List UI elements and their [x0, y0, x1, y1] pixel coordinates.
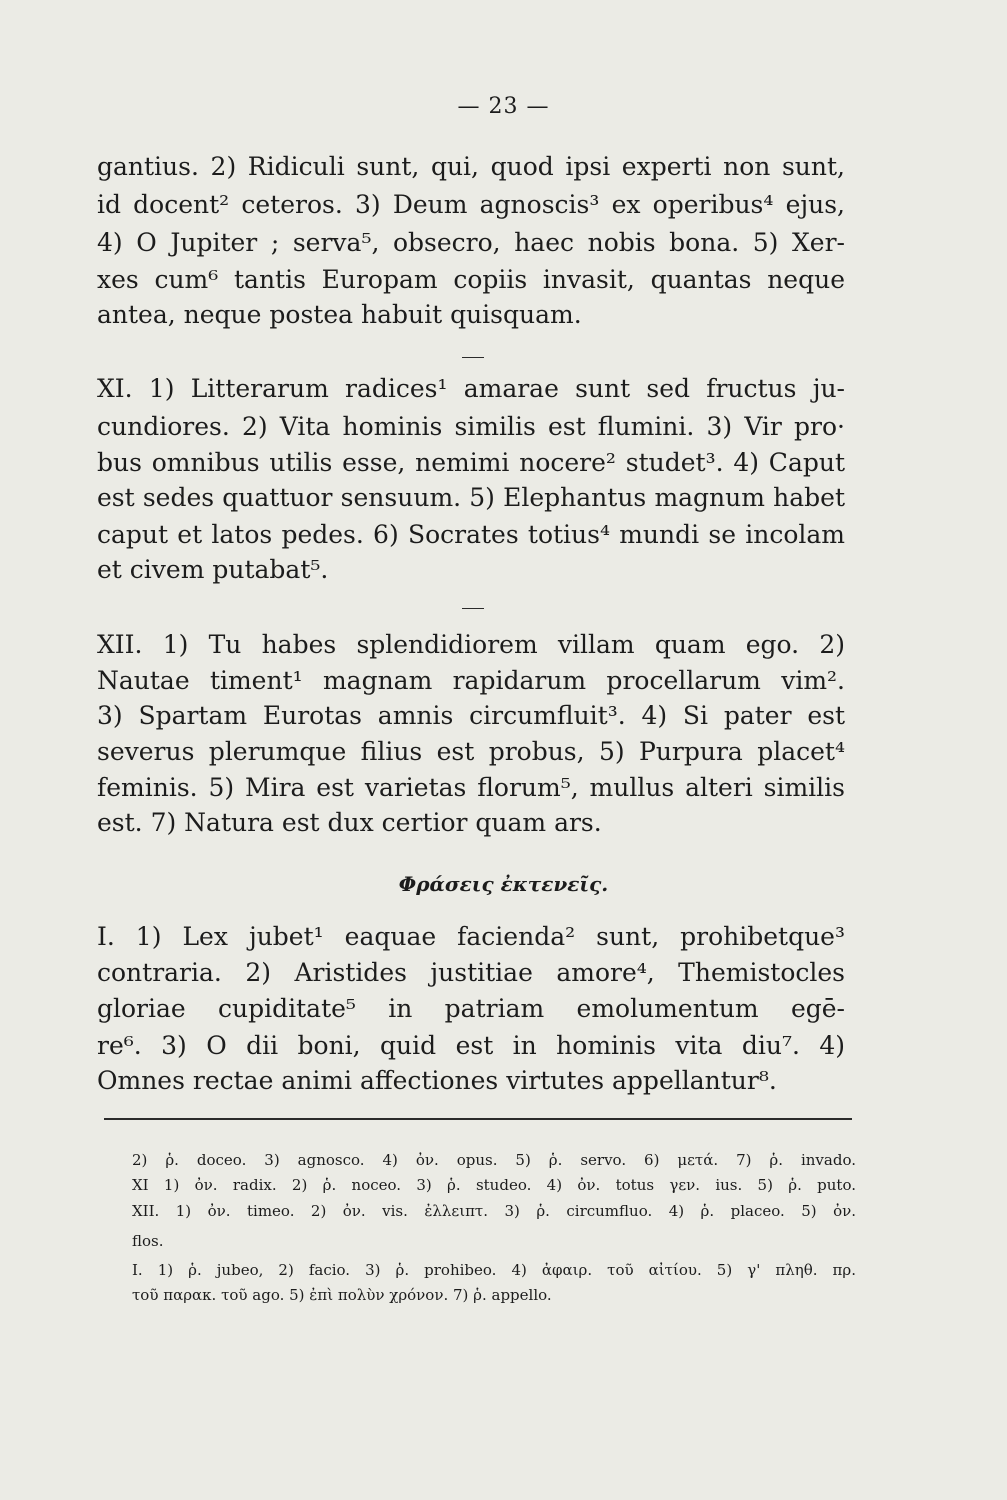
text-line: et civem putabat⁵. [97, 555, 329, 584]
footnote-line: flos. [132, 1232, 164, 1250]
page-number: — 23 — [457, 94, 550, 119]
text-line: contraria. 2) Aristides justitiae amore⁴, Themistocles [97, 958, 845, 987]
text-line: xes cum⁶ tantis Europam copiis invasit, quantas neque [97, 265, 845, 294]
text-line: est. 7) Natura est dux certior quam ars. [97, 808, 602, 837]
section-heading: Φράσεις ἐκτενεῖς. [398, 872, 609, 896]
text-line: re⁶. 3) O dii boni, quid est in hominis vita diu⁷. 4) [97, 1031, 845, 1060]
text-line: 3) Spartam Eurotas amnis circumfluit³. 4) Si pater est [97, 701, 845, 730]
text-line: id docent² ceteros. 3) Deum agnoscis³ ex operibus⁴ ejus, [97, 190, 845, 219]
footnote-line: I. 1) ῥ. jubeo, 2) facio. 3) ῥ. prohibeo. 4) ἀφαιρ. τοῦ αἰτίου. 5) γ' πληθ. πρ. [132, 1261, 856, 1279]
section-separator [462, 608, 484, 609]
text-line: severus plerumque filius est probus, 5) Purpura placet⁴ [97, 737, 845, 766]
footnote-rule [104, 1118, 852, 1120]
text-line: XII. 1) Tu habes splendidiorem villam quam ego. 2) [97, 630, 845, 659]
text-line: Nautae timent¹ magnam rapidarum procellarum vim². [97, 666, 845, 695]
text-line: XI. 1) Litterarum radices¹ amarae sunt sed fructus ju- [97, 374, 845, 403]
text-line: I. 1) Lex jubet¹ eaquae facienda² sunt, prohibetque³ [97, 922, 845, 951]
section-separator [462, 357, 484, 358]
text-line: Omnes rectae animi affectiones virtutes appellantur⁸. [97, 1066, 777, 1095]
text-line: antea, neque postea habuit quisquam. [97, 300, 582, 329]
text-line: caput et latos pedes. 6) Socrates totius⁴ mundi se incolam [97, 520, 845, 549]
text-line: bus omnibus utilis esse, nemimi nocere² studet³. 4) Caput [97, 448, 845, 477]
text-line: 4) O Jupiter ; serva⁵, obsecro, haec nobis bona. 5) Xer- [97, 228, 845, 257]
text-line: est sedes quattuor sensuum. 5) Elephantus magnum habet [97, 483, 845, 512]
footnote-line: τοῦ παρακ. τοῦ ago. 5) ἐπὶ πολὺν χρόνον. 7) ῥ. appello. [132, 1286, 552, 1304]
footnote-line: XI 1) ὀν. radix. 2) ῥ. noceo. 3) ῥ. studeo. 4) ὀν. totus γεν. ius. 5) ῥ. puto. [132, 1176, 856, 1194]
text-line: cundiores. 2) Vita hominis similis est flumini. 3) Vir pro· [97, 412, 845, 441]
text-line: gloriae cupiditate⁵ in patriam emolumentum egē- [97, 994, 845, 1023]
footnote-line: XII. 1) ὀν. timeo. 2) ὀν. vis. ἐλλειπτ. 3) ῥ. circumfluo. 4) ῥ. placeo. 5) ὀν. [132, 1202, 856, 1220]
text-line: gantius. 2) Ridiculi sunt, qui, quod ipsi experti non sunt, [97, 152, 845, 181]
text-line: feminis. 5) Mira est varietas florum⁵, mullus alteri similis [97, 773, 845, 802]
footnote-line: 2) ῥ. doceo. 3) agnosco. 4) ὀν. opus. 5) ῥ. servo. 6) μετά. 7) ῥ. invado. [132, 1151, 856, 1169]
